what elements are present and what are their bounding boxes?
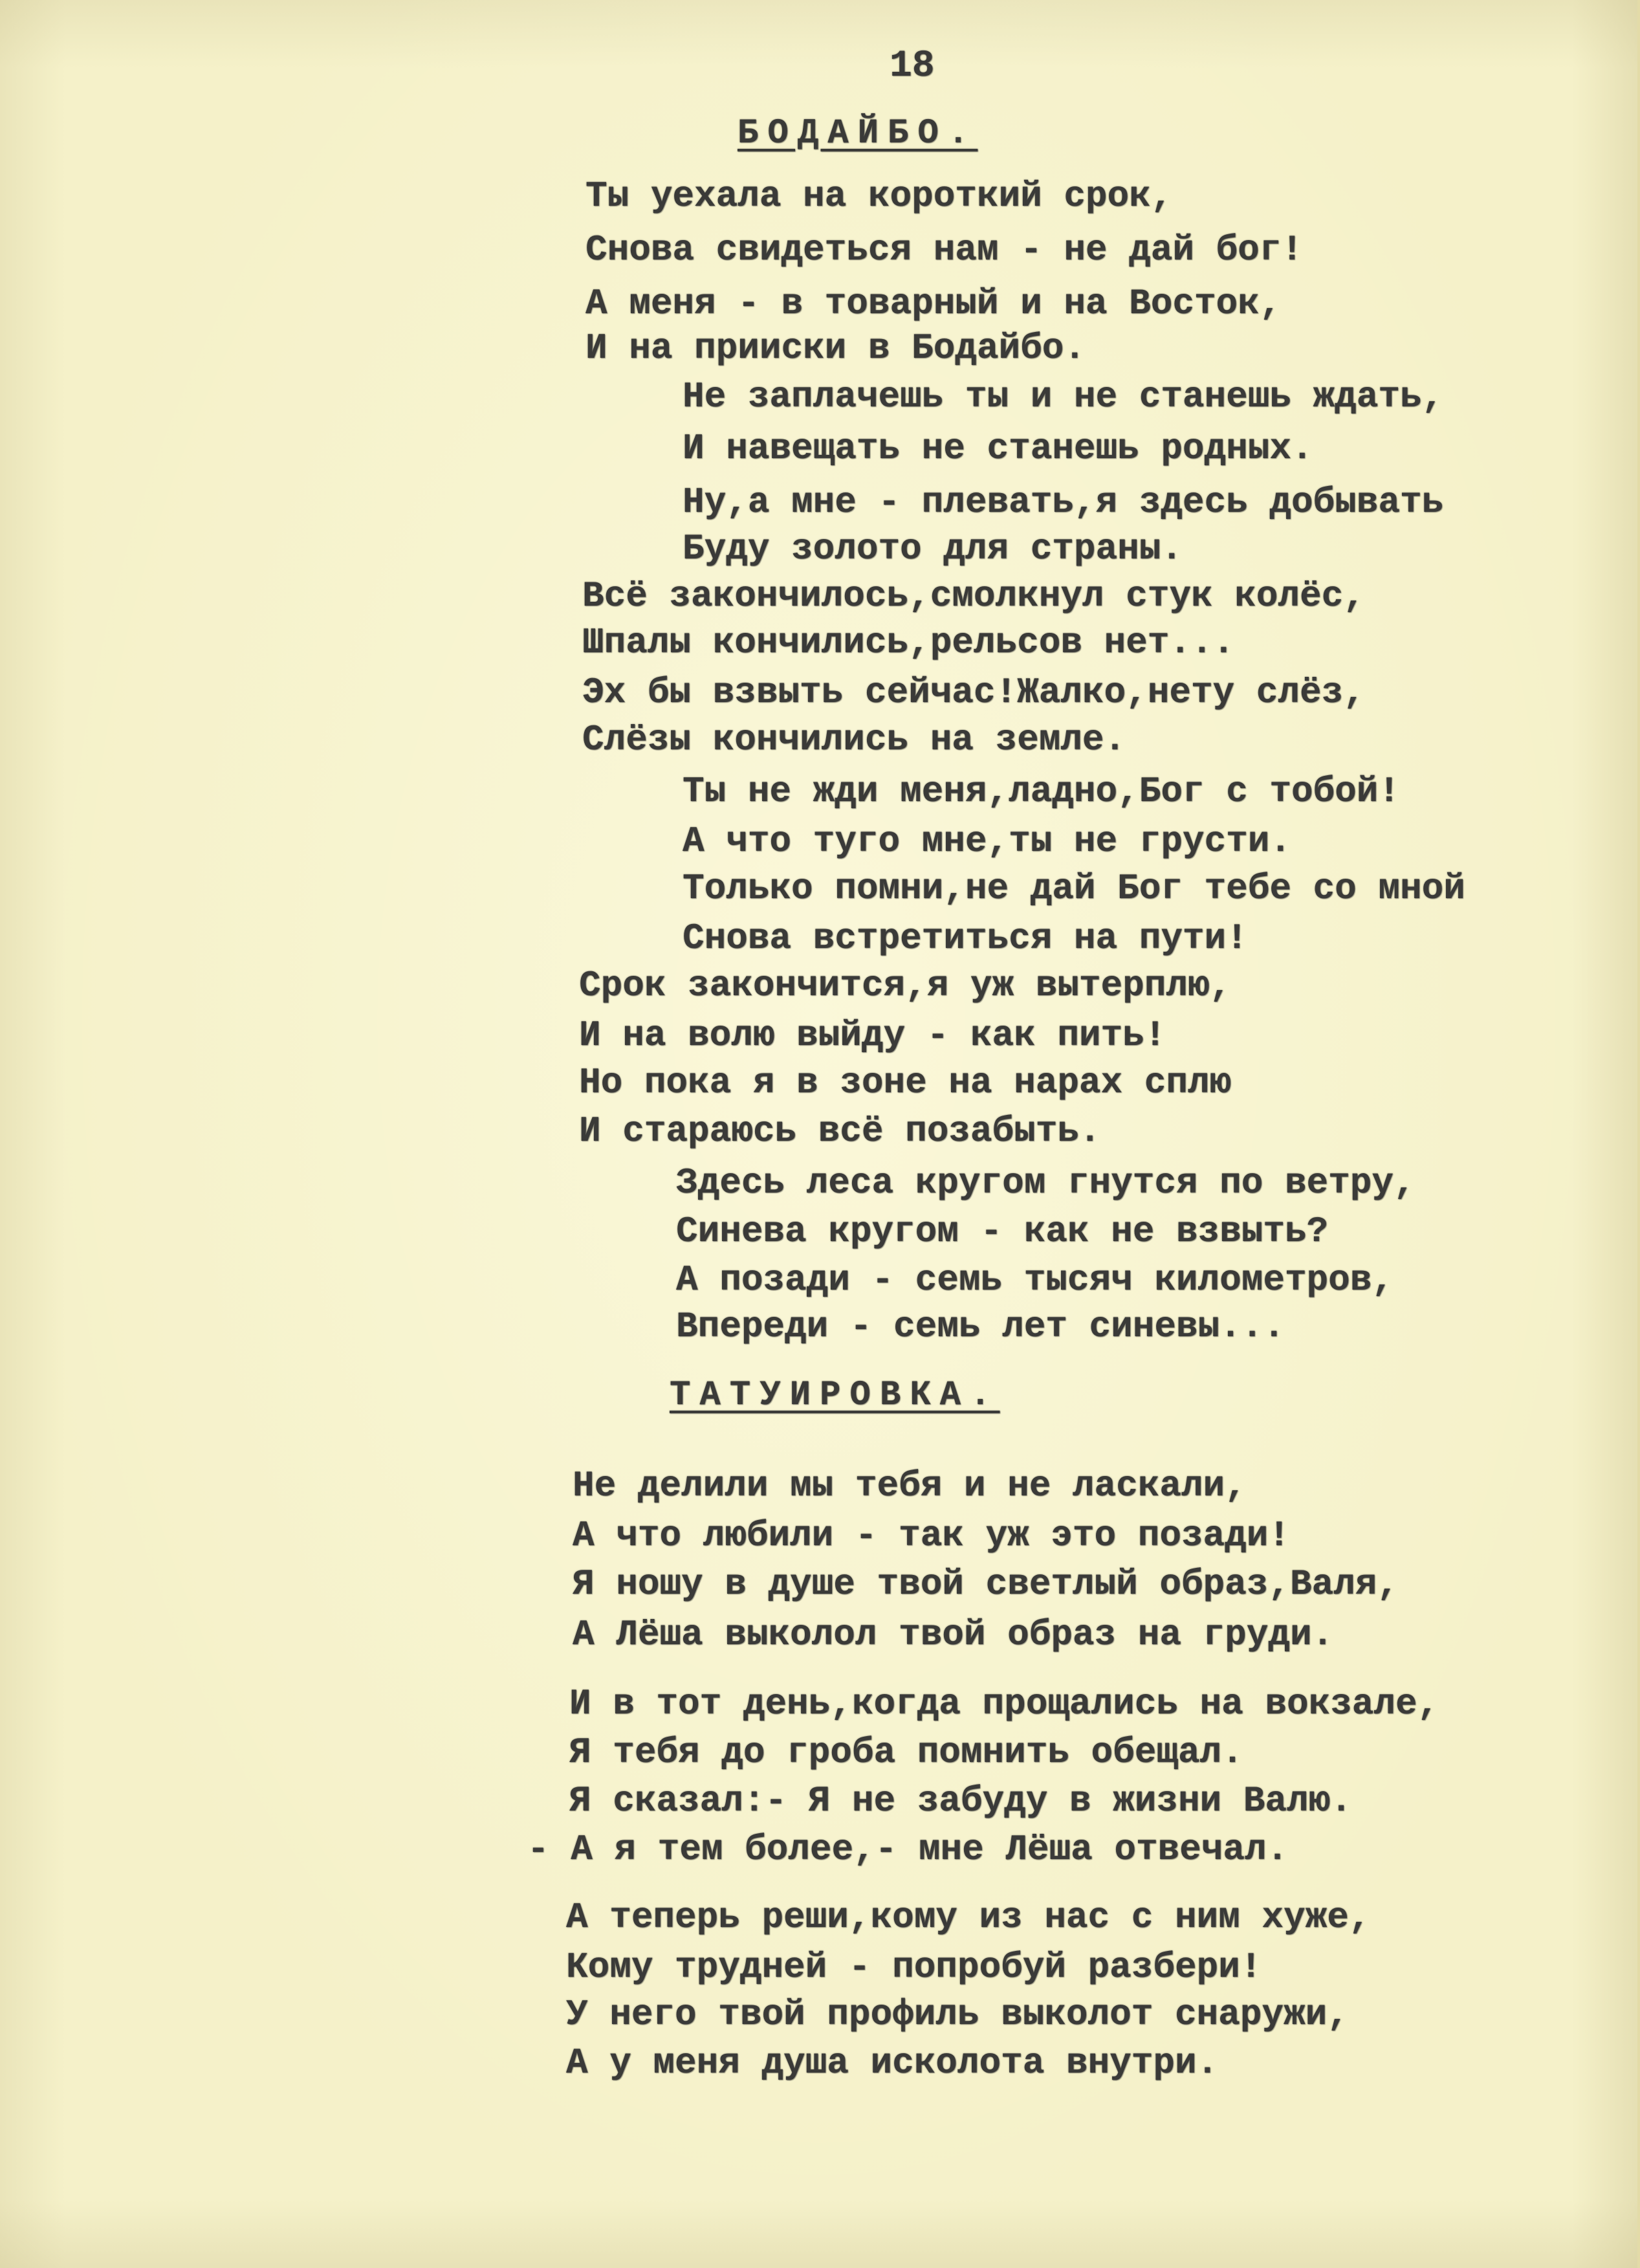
poem-line: Не делили мы тебя и не ласкали, <box>573 1465 1247 1506</box>
poem-line: Ты уехала на короткий срок, <box>585 175 1173 217</box>
poem-line: А что туго мне,ты не грусти. <box>683 820 1291 862</box>
poem-line: И на волю выйду - как пить! <box>579 1015 1166 1056</box>
poem-line: Срок закончится,я уж вытерплю, <box>579 965 1232 1006</box>
poem-line: Снова свидеться нам - не дай бог! <box>585 229 1303 270</box>
poem-line: Слёзы кончились на земле. <box>582 719 1126 760</box>
poem-line: Здесь леса кругом гнутся по ветру, <box>676 1162 1416 1204</box>
poem-line: У него твой профиль выколот снаружи, <box>566 1994 1349 2035</box>
poem-title-tatuirovka: ТАТУИРОВКА. <box>670 1376 1000 1415</box>
poem-line: Ты не жди меня,ладно,Бог с тобой! <box>683 771 1400 812</box>
poem-line: А меня - в товарный и на Восток, <box>585 283 1282 324</box>
poem-line: Буду золото для страны. <box>683 528 1183 569</box>
page-number: 18 <box>890 45 935 87</box>
poem-line: Впереди - семь лет синевы... <box>676 1306 1285 1347</box>
poem-line: Синева кругом - как не взвыть? <box>676 1211 1329 1252</box>
poem-line: А теперь реши,кому из нас с ним хуже, <box>566 1897 1371 1938</box>
poem-line: Я тебя до гроба помнить обещал. <box>569 1732 1243 1773</box>
poem-line: И на прииски в Бодайбо. <box>585 327 1086 369</box>
poem-line: Я ношу в душе твой светлый образ,Валя, <box>573 1563 1399 1605</box>
poem-title-bodaibo: БОДАЙБО. <box>738 114 978 153</box>
poem-line: И в тот день,когда прощались на вокзале, <box>569 1683 1439 1724</box>
poem-line: Кому трудней - попробуй разбери! <box>566 1946 1262 1988</box>
poem-line: А что любили - так уж это позади! <box>573 1515 1290 1556</box>
poem-line: И навещать не станешь родных. <box>683 428 1313 469</box>
poem-line: А у меня душа исколота внутри. <box>566 2042 1219 2084</box>
poem-line: Шпалы кончились,рельсов нет... <box>582 622 1235 663</box>
poem-line: - А я тем более,- мне Лёша отвечал. <box>527 1829 1289 1870</box>
poem-line: Я сказал:- Я не забуду в жизни Валю. <box>569 1780 1352 1822</box>
poem-line: Эх бы взвыть сейчас!Жалко,нету слёз, <box>582 672 1365 713</box>
poem-line: Но пока я в зоне на нарах сплю <box>579 1062 1232 1103</box>
poem-line: Только помни,не дай Бог тебе со мной <box>683 868 1465 909</box>
poem-line: И стараюсь всё позабыть. <box>579 1110 1101 1152</box>
poem-line: Всё закончилось,смолкнул стук колёс, <box>582 575 1365 617</box>
poem-line: Не заплачешь ты и не станешь ждать, <box>683 376 1444 417</box>
poem-line: Ну,а мне - плевать,я здесь добывать <box>683 481 1444 523</box>
poem-line: А позади - семь тысяч километров, <box>676 1259 1394 1301</box>
poem-line: Снова встретиться на пути! <box>683 918 1248 959</box>
poem-line: А Лёша выколол твой образ на груди. <box>573 1614 1334 1655</box>
